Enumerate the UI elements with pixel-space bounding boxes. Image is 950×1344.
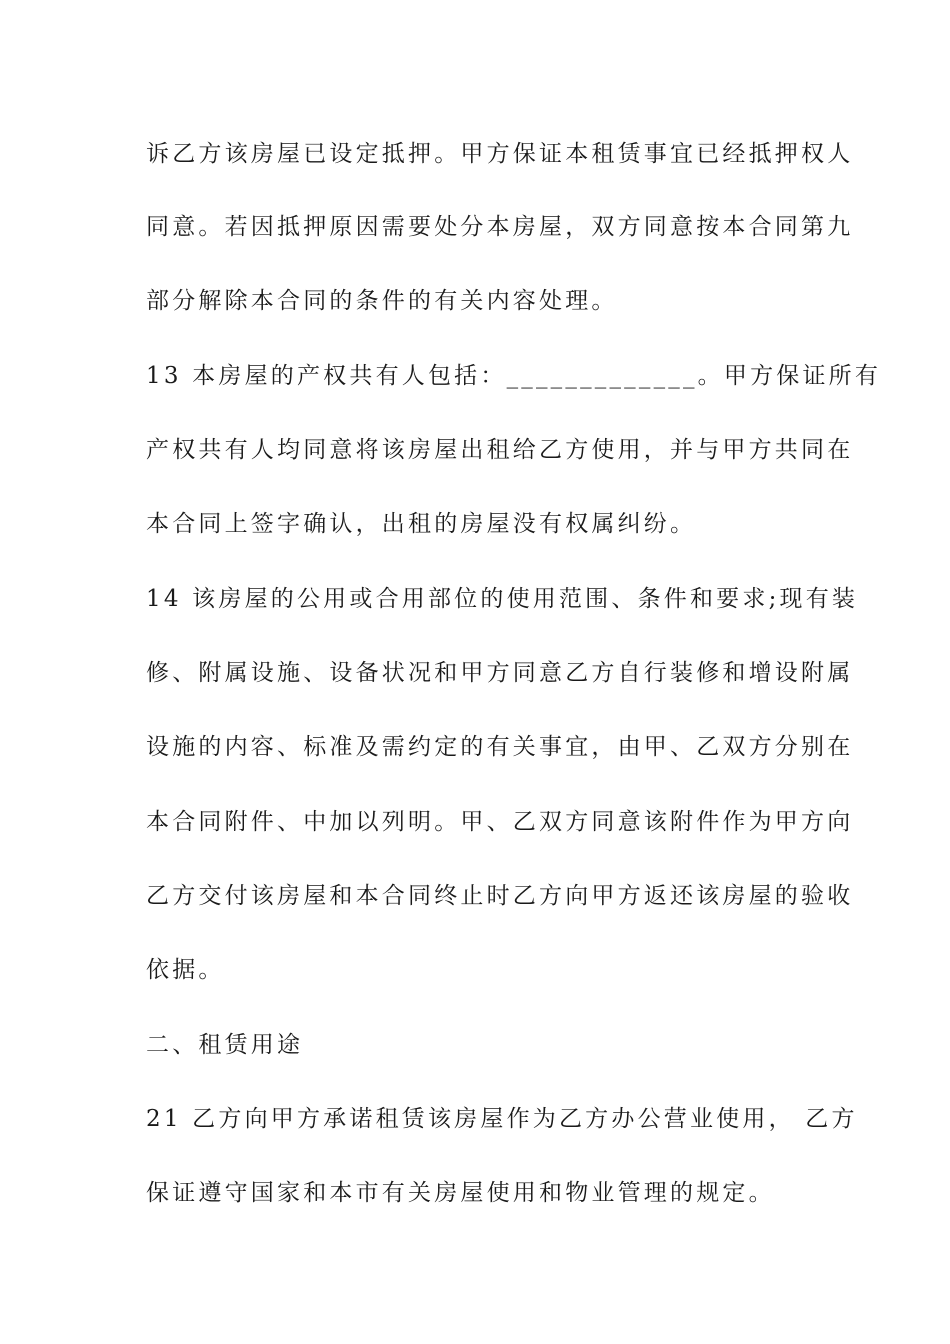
section-heading: 二、租赁用途 (146, 1032, 304, 1058)
text-line: 乙方交付该房屋和本合同终止时乙方向甲方返还该房屋的验收 (146, 883, 854, 909)
text-line: 诉乙方该房屋已设定抵押。甲方保证本租赁事宜已经抵押权人 (146, 141, 854, 167)
text-line: 保证遵守国家和本市有关房屋使用和物业管理的规定。 (146, 1180, 775, 1206)
text-line: 产权共有人均同意将该房屋出租给乙方使用，并与甲方共同在 (146, 437, 854, 463)
text-line: 部分解除本合同的条件的有关内容处理。 (146, 288, 618, 314)
clause-14-line: 14 该房屋的公用或合用部位的使用范围、条件和要求;现有装 (146, 586, 859, 612)
text-line: 设施的内容、标准及需约定的有关事宜，由甲、乙双方分别在 (146, 734, 854, 760)
text-line: 修、附属设施、设备状况和甲方同意乙方自行装修和增设附属 (146, 660, 854, 686)
clause-13-line: 13 本房屋的产权共有人包括：_____________。甲方保证所有 (146, 363, 882, 389)
clause-21-line: 21 乙方向甲方承诺租赁该房屋作为乙方办公营业使用， 乙方 (146, 1106, 858, 1132)
text-line: 依据。 (146, 957, 225, 983)
text-line: 本合同上签字确认，出租的房屋没有权属纠纷。 (146, 511, 697, 537)
text-line: 同意。若因抵押原因需要处分本房屋，双方同意按本合同第九 (146, 214, 854, 240)
text-line: 本合同附件、中加以列明。甲、乙双方同意该附件作为甲方向 (146, 809, 854, 835)
